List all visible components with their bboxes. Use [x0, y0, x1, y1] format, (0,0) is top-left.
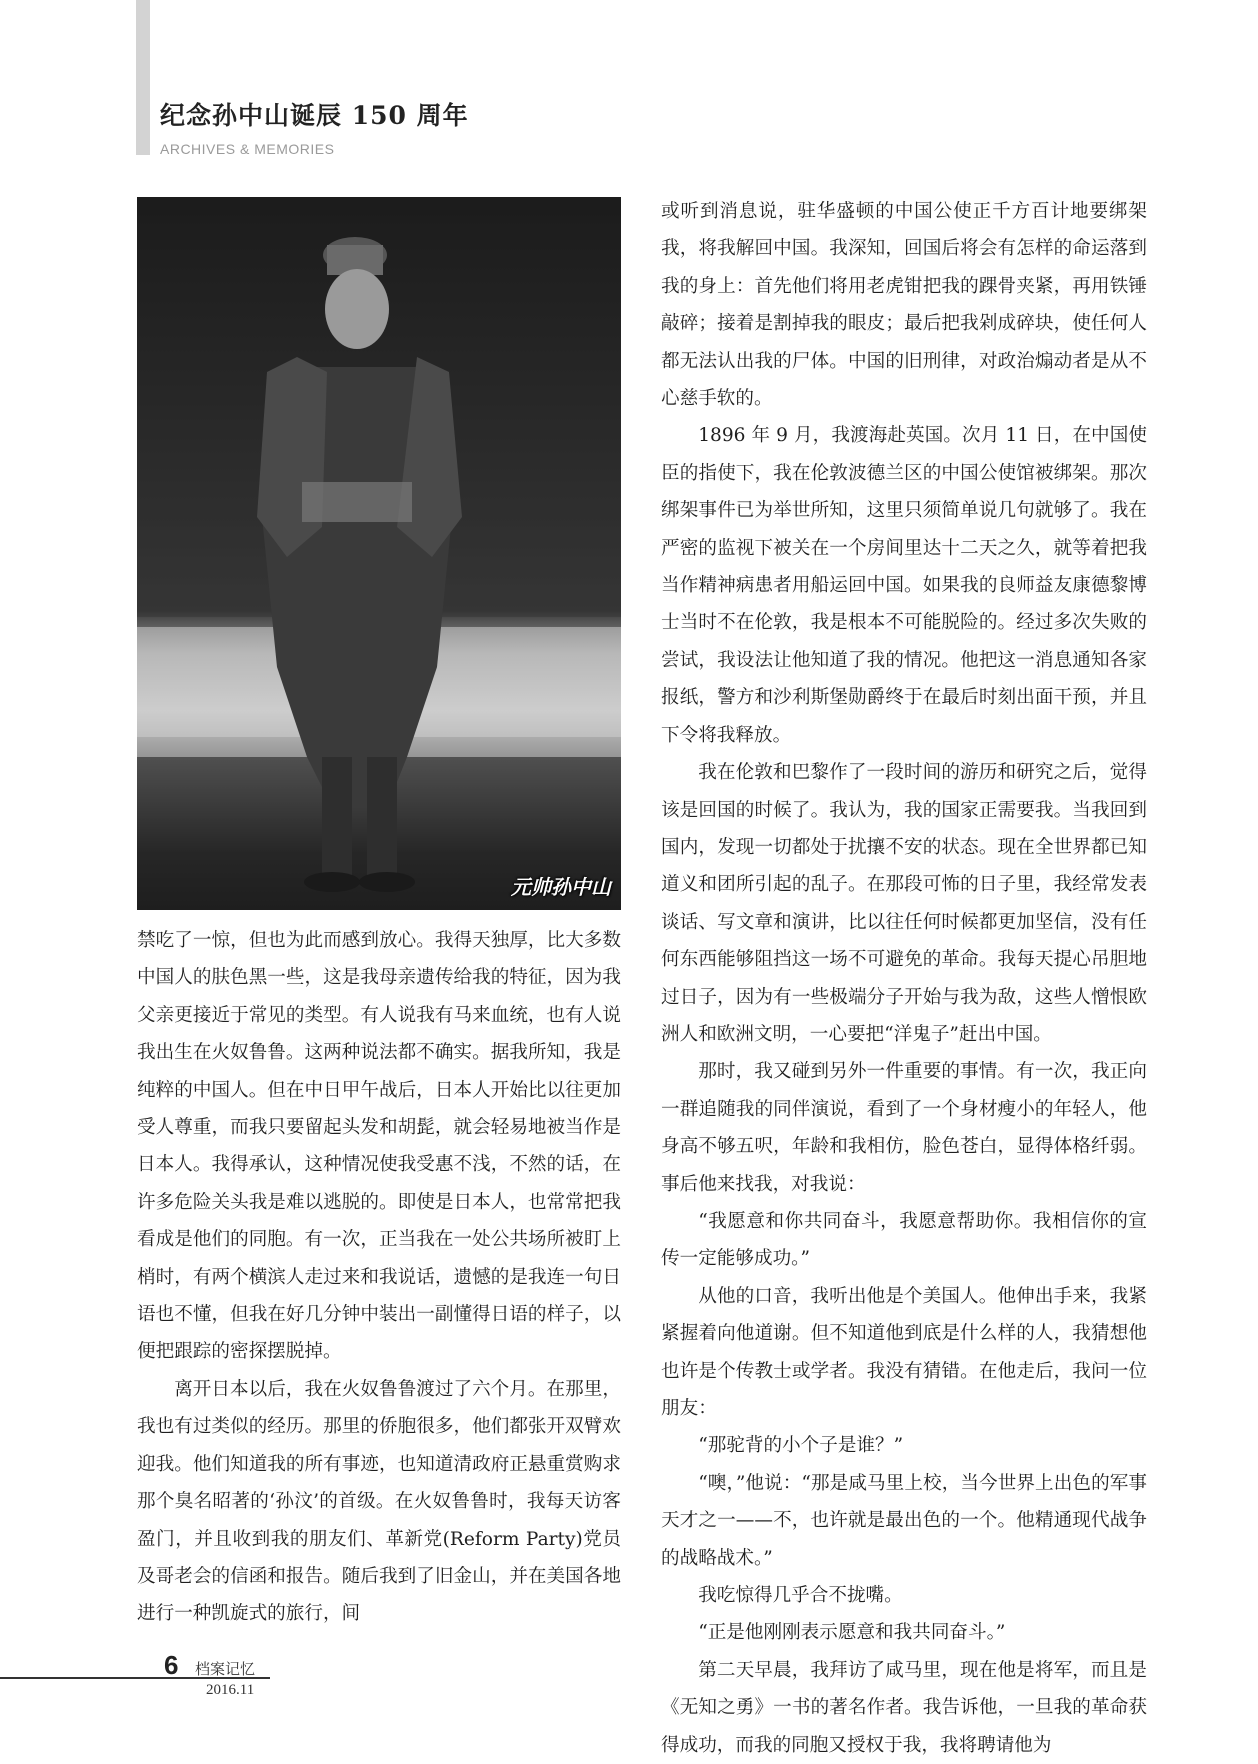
photo-caption: 元帅孙中山: [511, 875, 611, 899]
left-column-text: [137, 922, 621, 1633]
body-paragraph: “正是他刚刚表示愿意和我共同奋斗。”: [698, 1622, 1006, 1644]
body-paragraph: 那时，我又碰到另外一件重要的事情。有一次，我正向一群追随我的同伴演说，看到了一个身材瘦小的年轻人，他身高不够五呎，年龄和我相仿，脸色苍白，显得体格纤弱。事后他来找我，对我说：: [661, 1061, 1147, 1195]
body-paragraph: 禁吃了一惊，但也为此而感到放心。我得天独厚，比大多数中国人的肤色黑一些，这是我母亲遗传给我的特征，因为我父亲更接近于常见的类型。有人说我有马来血统，也有人说我出生在火奴鲁鲁。这两种说法都不确实。据我所知，我是纯粹的中国人。但在中日甲午战后，日本人开始比以往更加受人尊重，而我只要留起头发和胡髭，就会轻易地被当作是日本人。我得承认，这种情况使我受惠不浅，不然的话，在许多危险关头我是难以逃脱的。即使是日本人，也常常把我看成是他们的同胞。有一次，正当我在一处公共场所被盯上梢时，有两个横滨人走过来和我说话，遗憾的是我连一句日语也不懂，但我在好几分钟中装出一副懂得日语的样子，以便把跟踪的密探摆脱掉。: [137, 930, 621, 1363]
body-paragraph: 1896 年 9 月，我渡海赴英国。次月 11 日，在中国使臣的指使下，我在伦敦波德兰区的中国公使馆被绑架。那次绑架事件已为举世所知，这里只须简单说几句就够了。我在严密的监视下被关在一个房间里达十二天之久，就等着把我当作精神病患者用船运回中国。如果我的良师益友康德黎博士当时不在伦敦，我是根本不可能脱险的。经过多次失败的尝试，我设法让他知道了我的情况。他把这一消息通知各家报纸，警方和沙利斯堡勋爵终于在最后时刻出面干预，并且下令将我释放。: [661, 425, 1147, 746]
body-paragraph: “那驼背的小个子是谁？”: [698, 1435, 904, 1457]
body-paragraph: 我吃惊得几乎合不拢嘴。: [698, 1585, 903, 1607]
portrait-photo: [137, 197, 621, 910]
body-paragraph: 第二天早晨，我拜访了咸马里，现在他是将军，而且是《无知之勇》一书的著名作者。我告诉他，一旦我的革命获得成功，而我的同胞又授权于我，我将聘请他为: [661, 1659, 1147, 1756]
body-paragraph: 离开日本以后，我在火奴鲁鲁渡过了六个月。在那里，我也有过类似的经历。那里的侨胞很多，他们都张开双臂欢迎我。他们知道我的所有事迹，也知道清政府正悬重赏购求那个臭名昭著的‘孙汶’的首级。在火奴鲁鲁时，我每天访客盈门，并且收到我的朋友们、革新党(Reform Party)党员及哥老会的信函和报告。随后我到了旧金山，并在美国各地进行一种凯旋式的旅行，间: [137, 1378, 621, 1625]
body-paragraph: “噢，”他说：“那是咸马里上校，当今世界上出色的军事天才之一——不，也许就是最出色的一个。他精通现代战争的战略战术。”: [661, 1472, 1147, 1569]
body-paragraph: 我在伦敦和巴黎作了一段时间的游历和研究之后，觉得该是回国的时候了。我认为，我的国家正需要我。当我回到国内，发现一切都处于扰攘不安的状态。现在全世界都已知道义和团所引起的乱子。在那段可怖的日子里，我经常发表谈话、写文章和演讲，比以往任何时候都更加坚信，没有任何东西能够阻挡这一场不可避免的革命。我每天提心吊胆地过日子，因为有一些极端分子开始与我为敌，这些人憎恨欧洲人和欧洲文明，一心要把“洋鬼子”赶出中国。: [661, 762, 1147, 1045]
body-paragraph: 从他的口音，我听出他是个美国人。他伸出手来，我紧紧握着向他道谢。但不知道他到底是什么样的人，我猜想他也许是个传教士或学者。我没有猜错。在他走后，我问一位朋友：: [661, 1285, 1147, 1419]
side-bar: [136, 0, 150, 155]
portrait-figure-illustration: [137, 197, 621, 910]
body-paragraph: “我愿意和你共同奋斗，我愿意帮助你。我相信你的宣传一定能够成功。”: [661, 1210, 1147, 1270]
right-column-text: [661, 193, 1147, 1764]
issue-date: 2016.11: [206, 1682, 255, 1698]
magazine-name: 档案记忆: [195, 1661, 256, 1678]
page-number: 6: [164, 1650, 179, 1680]
body-paragraph: 或听到消息说，驻华盛顿的中国公使正千方百计地要绑架我，将我解回中国。我深知，回国后将会有怎样的命运落到我的身上：首先他们将用老虎钳把我的踝骨夹紧，再用铁锤敲碎；接着是割掉我的眼皮；最后把我剁成碎块，使任何人都无法认出我的尸体。中国的旧刑律，对政治煽动者是从不心慈手软的。: [661, 201, 1147, 410]
section-subtitle: ARCHIVES & MEMORIES: [160, 141, 335, 157]
section-title: 纪念孙中山诞辰 150 周年: [160, 101, 469, 130]
